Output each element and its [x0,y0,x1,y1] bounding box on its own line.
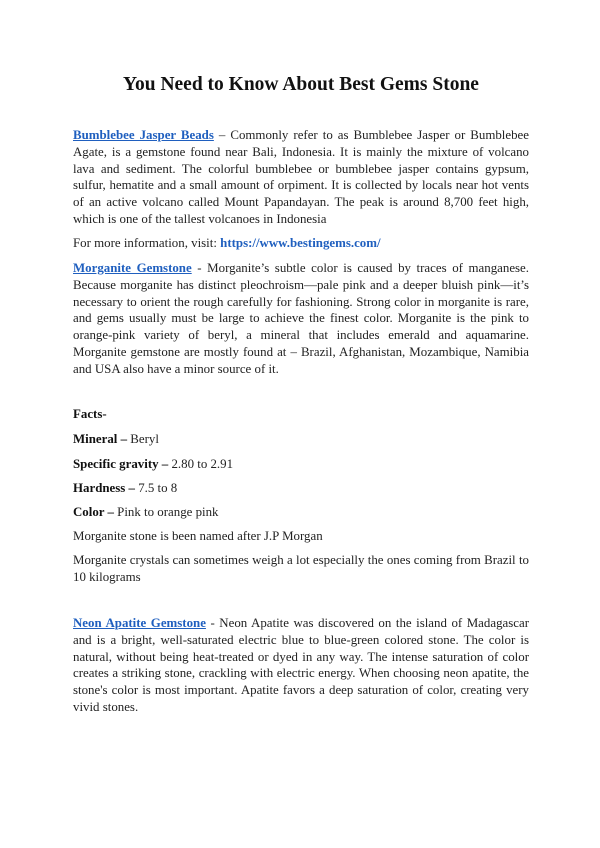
more-info-line [73,235,381,251]
fact-weight: Morganite crystals can sometimes weigh a lot especially the ones coming from Brazil to 10 kilograms [73,553,529,584]
neon-text: - Neon Apatite was discovered on the island of Madagascar and is a bright, well-saturated electric blue to blue-green colored stone. The color is natural, without being heat-treated or dyed in any way. The intense saturation of color creates a striking stone, crackling with electric energy. When choosing neon apatite, the stone's color is most important. Apatite favors a deep saturation of color, creating very vivid stones. [73,616,529,714]
fact-hardness [73,480,177,496]
page-title: You Need to Know About Best Gems Stone [123,74,479,95]
fact-mineral-label: Mineral – [73,432,131,446]
fact-gravity [73,456,233,472]
fact-hardness-label: Hardness – [73,481,139,495]
fact-color-label: Color – [73,505,118,519]
more-info-label: For more information, visit: [73,236,221,250]
neon-paragraph [73,615,529,716]
fact-gravity-label: Specific gravity – [73,457,172,471]
fact-named-after: Morganite stone is been named after J.P Morgan [73,529,323,543]
website-link[interactable]: https://www.bestingems.com/ [220,236,381,250]
fact-mineral-value: Beryl [130,432,159,446]
bumblebee-link[interactable]: Bumblebee Jasper Beads [73,128,214,142]
neon-link[interactable]: Neon Apatite Gemstone [73,616,206,630]
morganite-link[interactable]: Morganite Gemstone [73,261,192,275]
fact-color-value: Pink to orange pink [117,505,219,519]
fact-hardness-value: 7.5 to 8 [138,481,178,495]
fact-gravity-value: 2.80 to 2.91 [171,457,234,471]
fact-color [73,504,219,520]
facts-heading: Facts- [73,407,107,421]
fact-mineral [73,431,159,447]
morganite-paragraph [73,260,529,378]
bumblebee-paragraph [73,127,529,228]
bumblebee-text: – Commonly refer to as Bumblebee Jasper or Bumblebee Agate, is a gemstone found near Bali, Indonesia. It is mainly the mixture of volcano lava and sediment. The colorful bumblebee or bumblebee jasper contains gypsum, sulfur, hematite and a small amount of orpiment. It is collected by locals near hot vents of an active volcano called Mount Papandayan. The peak is around 8,700 feet high, which is one of the tallest volcanoes in Indonesia [73,128,529,226]
morganite-text: - Morganite’s subtle color is caused by traces of manganese. Because morganite has distinct pleochroism—pale pink and a deeper bluish pink—it’s necessary to orient the rough carefully for fashioning. Strong color in morganite is rare, and gems usually must be large to achieve the finest color. Morganite is the pink to orange-pink variety of beryl, a mineral that includes emerald and aquamarine. Morganite gemstone are mostly found at – Brazil, Afghanistan, Mozambique, Namibia and USA also have a minor source of it. [73,261,529,376]
